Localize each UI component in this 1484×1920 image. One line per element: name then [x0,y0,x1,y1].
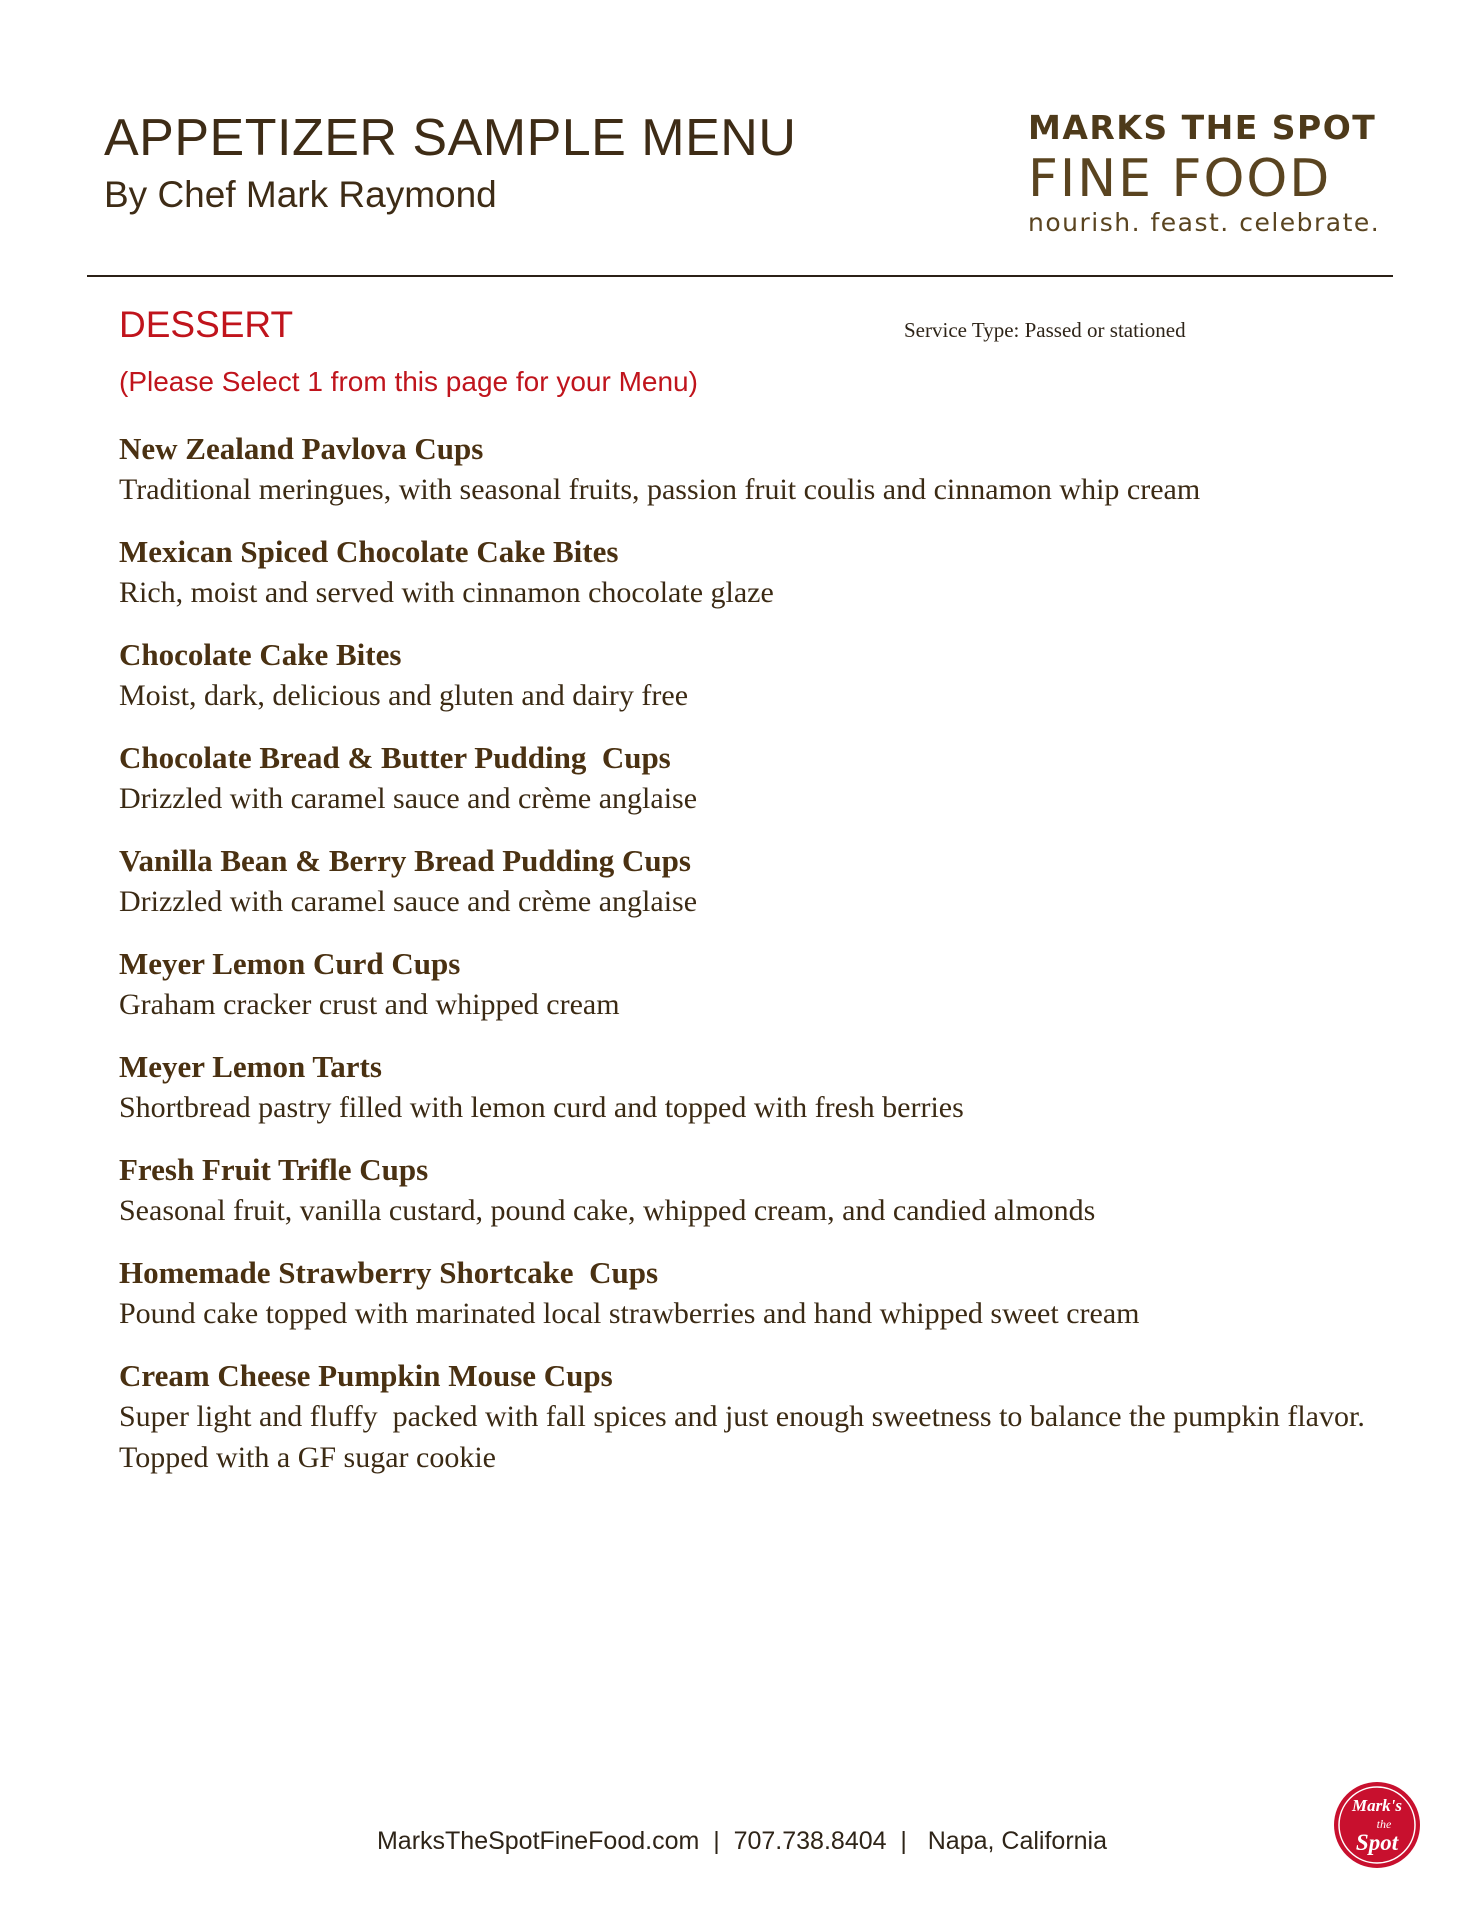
menu-item [119,428,1389,510]
menu-item-description: Shortbread pastry filled with lemon curd and topped with fresh berries [119,1091,964,1124]
menu-item-name: Fresh Fruit Trifle Cups [119,1152,429,1187]
menu-item [119,531,1389,613]
logo-line-1: MARKS THE SPOT [1028,108,1377,147]
footer-contact: MarksTheSpotFineFood.com | 707.738.8404 | Napa, California [376,1827,1108,1855]
logo-line-2: FINE FOOD [1028,149,1332,209]
menu-item [119,1149,1389,1231]
menu-item-description: Graham cracker crust and whipped cream [119,988,620,1021]
menu-item [119,737,1389,819]
menu-item [119,634,1389,716]
brand-logo [1028,106,1384,238]
menu-item-name: Chocolate Cake Bites [119,637,402,672]
menu-item-description: Drizzled with caramel sauce and crème anglaise [119,782,698,815]
menu-item-name: New Zealand Pavlova Cups [119,431,484,466]
menu-list [119,428,1389,1499]
badge-text-2: the [1376,1817,1392,1831]
menu-item [119,1046,1389,1128]
section-title: DESSERT [119,304,294,345]
marks-the-spot-badge-icon [1332,1780,1422,1870]
menu-item [119,1252,1389,1334]
logo-tagline: nourish. feast. celebrate. [1028,208,1381,237]
menu-item-description: Moist, dark, delicious and gluten and dairy free [119,679,689,712]
menu-item-name: Mexican Spiced Chocolate Cake Bites [119,534,619,569]
menu-item-description: Pound cake topped with marinated local strawberries and hand whipped sweet cream [119,1297,1140,1330]
service-type: Service Type: Passed or stationed [904,318,1186,342]
menu-item-name: Cream Cheese Pumpkin Mouse Cups [119,1358,613,1393]
menu-item [119,840,1389,922]
menu-item-name: Chocolate Bread & Butter Pudding Cups [119,740,671,775]
menu-item-description: Traditional meringues, with seasonal fruits, passion fruit coulis and cinnamon whip cream [119,473,1201,506]
menu-item-description: Rich, moist and served with cinnamon chocolate glaze [119,576,774,609]
menu-item-description: Drizzled with caramel sauce and crème anglaise [119,885,698,918]
header-divider [87,275,1393,277]
selection-instruction: (Please Select 1 from this page for your Menu) [119,366,698,397]
menu-item-name: Meyer Lemon Curd Cups [119,946,461,981]
menu-item [119,943,1389,1025]
menu-item-description: Super light and fluffy packed with fall spices and just enough sweetness to balance the pumpkin flavor. Topped with a GF sugar cookie [119,1400,1372,1474]
menu-item-name: Meyer Lemon Tarts [119,1049,382,1084]
menu-item [119,1355,1389,1478]
menu-item-description: Seasonal fruit, vanilla custard, pound cake, whipped cream, and candied almonds [119,1194,1096,1227]
menu-item-name: Vanilla Bean & Berry Bread Pudding Cups [119,843,691,878]
page-subtitle: By Chef Mark Raymond [104,174,497,215]
badge-text-1: Mark's [1351,1796,1403,1815]
page-title: APPETIZER SAMPLE MENU [104,109,797,167]
badge-text-3: Spot [1355,1830,1399,1855]
menu-item-name: Homemade Strawberry Shortcake Cups [119,1255,659,1290]
